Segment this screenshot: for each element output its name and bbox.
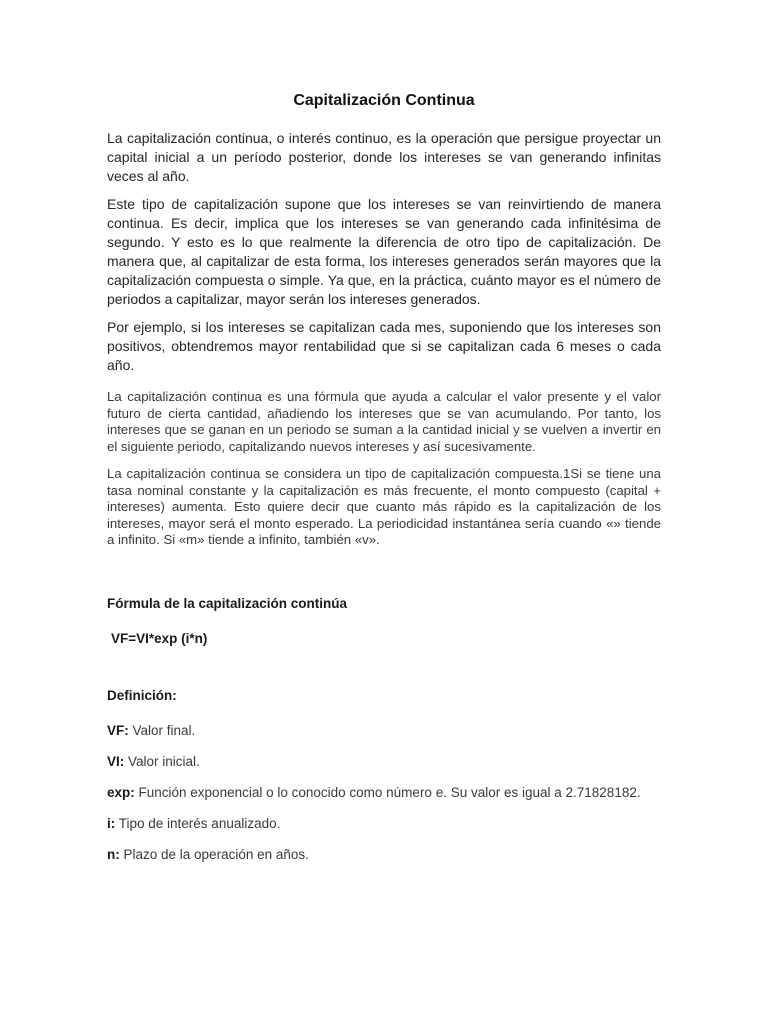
definition-text: Valor final. <box>128 722 196 738</box>
paragraph: Por ejemplo, si los intereses se capitalizan cada mes, suponiendo que los intereses son positivos, obtendremos mayor rentabilidad que si se capitalizan cada 6 meses o cada año. <box>107 319 661 373</box>
definition-term: i: <box>107 815 116 831</box>
definition-term: n: <box>107 846 120 862</box>
spacer <box>107 646 661 688</box>
definition-heading: Definición: <box>107 687 177 703</box>
definition-item-i <box>107 816 661 831</box>
definition-text: Plazo de la operación en años. <box>119 846 309 862</box>
paragraph: Este tipo de capitalización supone que los intereses se van reinvirtiendo de manera continua. Es decir, implica que los intereses se van generando cada infinitésima de segundo. Y esto es lo que realmente la diferencia de otro tipo de capitalización. De manera que, al capitalizar de esta forma, los intereses generados serán mayores que la capitalización compuesta o simple. Ya que, en la práctica, cuánto mayor es el número de periodos a capitalizar, mayor serán los intereses generados. <box>107 196 661 307</box>
definition-text: Tipo de interés anualizado. <box>115 815 281 831</box>
spacer <box>107 560 661 596</box>
definition-term: VI: <box>107 753 125 769</box>
definition-text: Función exponencial o lo conocido como número e. Su valor es igual a 2.71828182. <box>134 784 641 800</box>
definition-item-n <box>107 847 661 862</box>
definition-term: VF: <box>107 722 129 738</box>
definition-item-exp <box>107 785 661 800</box>
definition-item-vf <box>107 723 661 738</box>
paragraph: La capitalización continua se considera un tipo de capitalización compuesta.1Si se tiene una tasa nominal constante y la capitalización es más frecuente, el monto compuesto (capital + intereses) aumenta. Esto quiere decir que cuanto más rápido es la capitalización de los intereses, mayor será el monto esperado. La periodicidad instantánea sería cuando «» tiende a infinito. Si «m» tiende a infinito, también «v». <box>107 466 661 547</box>
definition-item-vi <box>107 754 661 769</box>
definition-text: Valor inicial. <box>124 753 200 769</box>
document-title: Capitalización Continua <box>293 92 475 109</box>
paragraph: La capitalización continua es una fórmula que ayuda a calcular el valor presente y el valor futuro de cierta cantidad, añadiendo los intereses que se van acumulando. Por tanto, los intereses que se ganan en un periodo se suman a la cantidad inicial y se vuelven a invertir en el siguiente periodo, capitalizando nuevos intereses y así sucesivamente. <box>107 389 661 454</box>
paragraph: La capitalización continua, o interés continuo, es la operación que persigue proyectar un capital inicial a un período posterior, donde los intereses se van generando infinitas veces al año. <box>107 130 661 184</box>
definition-term: exp: <box>107 784 135 800</box>
formula-heading: Fórmula de la capitalización continúa <box>107 595 348 611</box>
formula: VF=VI*exp (i*n) <box>111 630 208 646</box>
